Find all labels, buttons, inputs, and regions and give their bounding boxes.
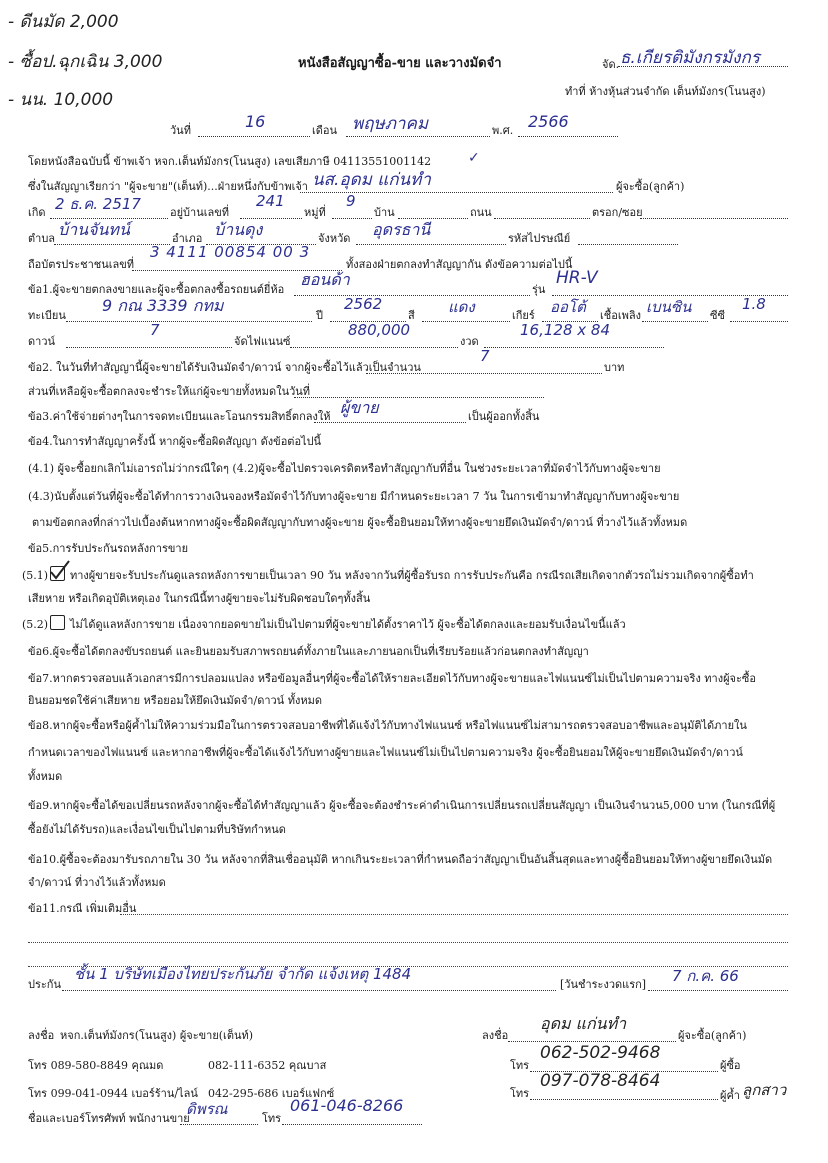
house-label: อยู่บ้านเลขที่	[170, 206, 230, 219]
clause-5-2: ไม่ได้ดูแลหลังการขาย เนื่องจากยอดขายไม่เป็นไปตามที่ผู้จะขายได้ตั้งราคาไว้ ผู้จะซื้อได้ตกลงและยอมรับเงื่อนไขนี้แล้ว	[70, 618, 626, 631]
note-2: - ซื้อป.ฉุกเฉิน 3,000	[8, 52, 163, 72]
clause-3: ข้อ3.ค่าใช้จ่ายต่างๆในการจดทะเบียนและโอนกรรมสิทธิ์ตกลงให้	[28, 410, 331, 423]
document-title: หนังสือสัญญาซื้อ-ขาย และวางมัดจำ	[298, 56, 502, 71]
clause-8b: กำหนดเวลาของไฟแนนซ์ และหากอาชีพที่ผู้จะซื้อได้แจ้งไว้กับทางผู้ขายและไฟแนนซ์ไม่เป็นไปตามความจริง ผู้จะซื้อยินยอมให้ผู้จะขายยึดเงินมัดจำ/ดาวน์	[28, 746, 743, 759]
place: ทำที่ ห้างหุ้นส่วนจำกัด เต็นท์มังกร(โนนสูง)	[565, 85, 766, 98]
intro-line: โดยหนังสือฉบับนี้ ข้าพเจ้า หจก.เต็นท์มังกร(โนนสูง) เลขเสียภาษี 04113551001142	[28, 155, 432, 168]
clause-8c: ทั้งหมด	[28, 770, 63, 783]
clause-2: ข้อ2. ในวันที่ทำสัญญานี้ผู้จะขายได้รับเงินมัดจำ/ดาวน์ จากผู้จะซื้อไว้แล้วเป็นจำนวน	[28, 361, 421, 374]
company-handwritten: ธ.เกียรติมังกรมังกร	[620, 48, 760, 68]
born-label: เกิด	[28, 206, 46, 219]
car-fuel: เบนซิน	[646, 298, 692, 316]
id-tail: ทั้งสองฝ่ายตกลงทำสัญญากัน ดังข้อความต่อไปนี้	[346, 258, 573, 271]
staff-label: ชื่อและเบอร์โทรศัพท์ พนักงานขาย	[28, 1112, 190, 1125]
clause-10: ข้อ10.ผู้ซื้อจะต้องมารับรถภายใน 30 วัน หลังจากที่สินเชื่ออนุมัติ หากเกินระยะเวลาที่กำหนดถือว่าสัญญาเป็นอันสิ้นสุดและทางผู้ซื้อยินยอมให้ทางผู้ขายยึดเงินมัด	[28, 853, 773, 866]
car-year: 2562	[344, 295, 383, 313]
clause-3-tail: เป็นผู้ออกทั้งสิ้น	[468, 410, 540, 423]
color-label: สี	[408, 309, 415, 322]
buyer-tel-label: โทร	[510, 1059, 530, 1072]
tel-2: 082-111-6352 คุณบาส	[208, 1059, 327, 1072]
tambon-value: บ้านจันทน์	[58, 220, 130, 239]
insurance-label: ประกัน	[28, 978, 61, 991]
clause-4-1: (4.1) ผู้จะซื้อยกเลิกไม่เอารถไม่ว่ากรณีใดๆ (4.2)ผู้จะซื้อไปตรวจเครดิตหรือทำสัญญากับที่อื่น ในช่วงระยะเวลาที่มัดจำไว้กับทางผู้จะขาย	[28, 462, 661, 475]
intro-line-2: ซึ่งในสัญญาเรียกว่า "ผู้จะขาย"(เต็นท์)...ฝ่ายหนึ่งกับข้าพเจ้า	[28, 180, 308, 193]
postcode-label: รหัสไปรษณีย์	[508, 232, 571, 245]
car-cc: 1.8	[742, 295, 766, 313]
guarantor-tel-label: โทร	[510, 1087, 530, 1100]
clause-5-1b: เสียหาย หรือเกิดอุบัติเหตุเอง ในกรณีนี้ทางผู้ขายจะไม่รับผิดชอบใดๆทั้งสิ้น	[28, 592, 371, 605]
checkbox-5-2[interactable]	[50, 615, 65, 630]
fuel-label: เชื้อเพลิง	[600, 309, 641, 322]
clause-5: ข้อ5.การรับประกันรถหลังการขาย	[28, 542, 189, 555]
clause-9: ข้อ9.หากผู้จะซื้อได้ขอเปลี่ยนรถหลังจากผู้จะซื้อได้ทำสัญญาแล้ว ผู้จะซื้อจะต้องชำระค่าดำเนินการเปลี่ยนรถเปลี่ยนสัญญา เป็นเงินจำนวน5,000 บาท (ในกรณีที่ผู้	[28, 799, 776, 812]
tel-4: 042-295-686 เบอร์แฟกซ์	[208, 1087, 335, 1100]
car-model: HR-V	[556, 268, 598, 288]
soi-label: ตรอก/ซอย	[592, 206, 643, 219]
born-value: 2 ธ.ค. 2517	[55, 195, 141, 213]
clause-5-2-label: (5.2)	[22, 618, 49, 631]
car-clause-label: ข้อ1.ผู้จะขายตกลงขายและผู้จะซื้อตกลงซื้อรถยนต์ยี่ห้อ	[28, 283, 285, 296]
car-gear: ออโต้	[550, 298, 586, 316]
day-value: 16	[245, 112, 266, 131]
clause-5-1-label: (5.1)	[22, 569, 49, 582]
province-value: อุดรธานี	[372, 220, 431, 239]
clause-11: ข้อ11.กรณี เพิ่มเติมอื่น	[28, 902, 137, 915]
buyer-tel-role: ผู้ซื้อ	[720, 1059, 741, 1072]
buyer-role: ผู้จะซื้อ(ลูกค้า)	[678, 1029, 747, 1042]
year-label: พ.ศ.	[492, 124, 514, 137]
seller-sign-label: ลงชื่อ	[28, 1029, 55, 1042]
car-reg: 9 กณ 3339 กทม	[102, 296, 224, 315]
first-payment-date: 7 ก.ค. 66	[672, 967, 739, 985]
moo-value: 9	[346, 192, 356, 210]
clause-3-who: ผู้ขาย	[340, 398, 379, 417]
id-label: ถือบัตรประชาชนเลขที่	[28, 258, 134, 271]
buyer-role-label: ผู้จะซื้อ(ลูกค้า)	[616, 180, 685, 193]
tel-3: โทร 099-041-0944 เบอร์ร้าน/ไลน์	[28, 1087, 198, 1100]
first-payment-label: [วันชำระงวดแรก]	[560, 978, 647, 991]
buyer-sign-label: ลงชื่อ	[482, 1029, 509, 1042]
note-3: - นน. 10,000	[8, 90, 114, 110]
car-brand: ฮอนด้า	[300, 270, 350, 289]
province-label: จังหวัด	[318, 232, 351, 245]
installment-label: งวด	[460, 335, 479, 348]
clause-4-3b: ตามข้อตกลงที่กล่าวไปเบื้องต้นหากทางผู้จะซื้อผิดสัญญากับทางผู้จะขาย ผู้จะซื้อยินยอมให้ทางผู้จะขายยึดเงินมัดจำ/ดาวน์ ที่วางไว้แล้วทั้งหมด	[32, 516, 688, 529]
guarantor-name: ลูกสาว	[742, 1081, 787, 1099]
clause-5-1: ทางผู้ขายจะรับประกันดูแลรถหลังการขายเป็นเวลา 90 วัน หลังจากวันที่ผู้ซื้อรับรถ การรับประกันคือ กรณีรถเสียเกิดจากตัวรถไม่รวมเกิดจากผู้ซื้อทำ	[70, 569, 754, 582]
village-label: บ้าน	[374, 206, 395, 219]
seller-name: หจก.เต็นท์มังกร(โนนสูง) ผู้จะขาย(เต็นท์)	[60, 1029, 254, 1042]
installment-value: 16,128 x 84	[520, 321, 610, 339]
road-label: ถนน	[470, 206, 492, 219]
amphoe-value: บ้านดุง	[214, 220, 263, 239]
tel-1: โทร 089-580-8849 คุณมด	[28, 1059, 164, 1072]
staff-tel-label: โทร	[262, 1112, 282, 1125]
down-label: ดาวน์	[28, 335, 56, 348]
amphoe-label: อำเภอ	[172, 232, 203, 245]
clause-2-amount: 7	[480, 347, 490, 365]
month-label: เดือน	[312, 124, 338, 137]
car-color: แดง	[448, 298, 475, 316]
day-label: วันที่	[170, 124, 191, 137]
id-value: 3 4111 00854 00 3	[150, 243, 311, 261]
insurance-value: ชั้น 1 บริษัทเมืองไทยประกันภัย จำกัด แจ้งเหตุ 1484	[74, 965, 412, 983]
model-label: รุ่น	[532, 283, 546, 296]
clause-10b: จำ/ดาวน์ ที่วางไว้แล้วทั้งหมด	[28, 876, 166, 889]
buyer-name: นส.อุดม แก่นทำ	[312, 170, 431, 190]
house-value: 241	[256, 192, 285, 210]
clause-4-3: (4.3)นับตั้งแต่วันที่ผู้จะซื้อได้ทำการวางเงินจองหรือมัดจำไว้กับทางผู้จะขาย มีกำหนดระยะเวลา 7 วัน ในการเข้ามาทำสัญญากับทางผู้จะขาย	[28, 490, 680, 503]
guarantor-tel: 097-078-8464	[540, 1071, 661, 1091]
staff-tel: 061-046-8266	[290, 1096, 404, 1115]
tambon-label: ตำบล	[28, 232, 56, 245]
month-value: พฤษภาคม	[352, 114, 429, 134]
gear-label: เกียร์	[512, 309, 535, 322]
clause-7: ข้อ7.หากตรวจสอบแล้วเอกสารมีการปลอมแปลง หรือข้อมูลอื่นๆที่ผู้จะซื้อได้ให้รายละเอียดไว้กับทางผู้จะขายและไฟแนนซ์ไม่เป็นไปตามความจริง ทางผู้จะซื้อ	[28, 672, 756, 685]
clause-6: ข้อ6.ผู้จะซื้อได้ตกลงขับรถยนต์ และยินยอมรับสภาพรถยนต์ทั้งภายในและภายนอกเป็นที่เรียบร้อยแล้วก่อนตกลงทำสัญญา	[28, 645, 589, 658]
clause-8: ข้อ8.หากผู้จะซื้อหรือผู้ค้ำไม่ให้ความร่วมมือในการตรวจสอบอาชีพที่ได้แจ้งไว้กับทางไฟแนนซ์ หรือไฟแนนซ์ไม่สามารถตรวจสอบอาชีพและอนุมัติได้ภายใน	[28, 719, 747, 732]
clause-9b: ซื้อยังไม่ได้รับรถ)และเงื่อนไขเป็นไปตามที่บริษัทกำหนด	[28, 823, 286, 836]
note-1: - ดีนมัด 2,000	[8, 12, 119, 32]
check-icon	[48, 558, 72, 582]
finance-label: จัดไฟแนนซ์	[234, 335, 291, 348]
staff-name: ดิพรณ	[186, 1100, 228, 1118]
company-prefix: จัด.	[602, 58, 620, 71]
guarantor-role: ผู้ค้ำ	[720, 1089, 740, 1102]
moo-label: หมู่ที่	[304, 206, 326, 219]
buyer-tel: 062-502-9468	[540, 1043, 661, 1063]
buyer-signature: อุดม แก่นทำ	[540, 1014, 627, 1033]
reg-label: ทะเบียน	[28, 309, 66, 322]
clause-7b: ยินยอมชดใช้ค่าเสียหาย หรือยอมให้ยึดเงินมัดจำ/ดาวน์ ทั้งหมด	[28, 694, 322, 707]
clause-2b: ส่วนที่เหลือผู้จะซื้อตกลงจะชำระให้แก่ผู้จะขายทั้งหมดในวันที่	[28, 385, 311, 398]
finance-value: 880,000	[348, 321, 411, 339]
car-year-label: ปี	[316, 309, 323, 322]
clause-2-unit: บาท	[604, 361, 625, 374]
cc-label: ซีซี	[710, 309, 725, 322]
clause-4: ข้อ4.ในการทำสัญญาครั้งนี้ หากผู้จะซื้อผิดสัญญา ดังข้อต่อไปนี้	[28, 435, 322, 448]
year-value: 2566	[528, 112, 569, 131]
check-mark: ✓	[468, 150, 480, 166]
down-value: 7	[150, 321, 160, 339]
